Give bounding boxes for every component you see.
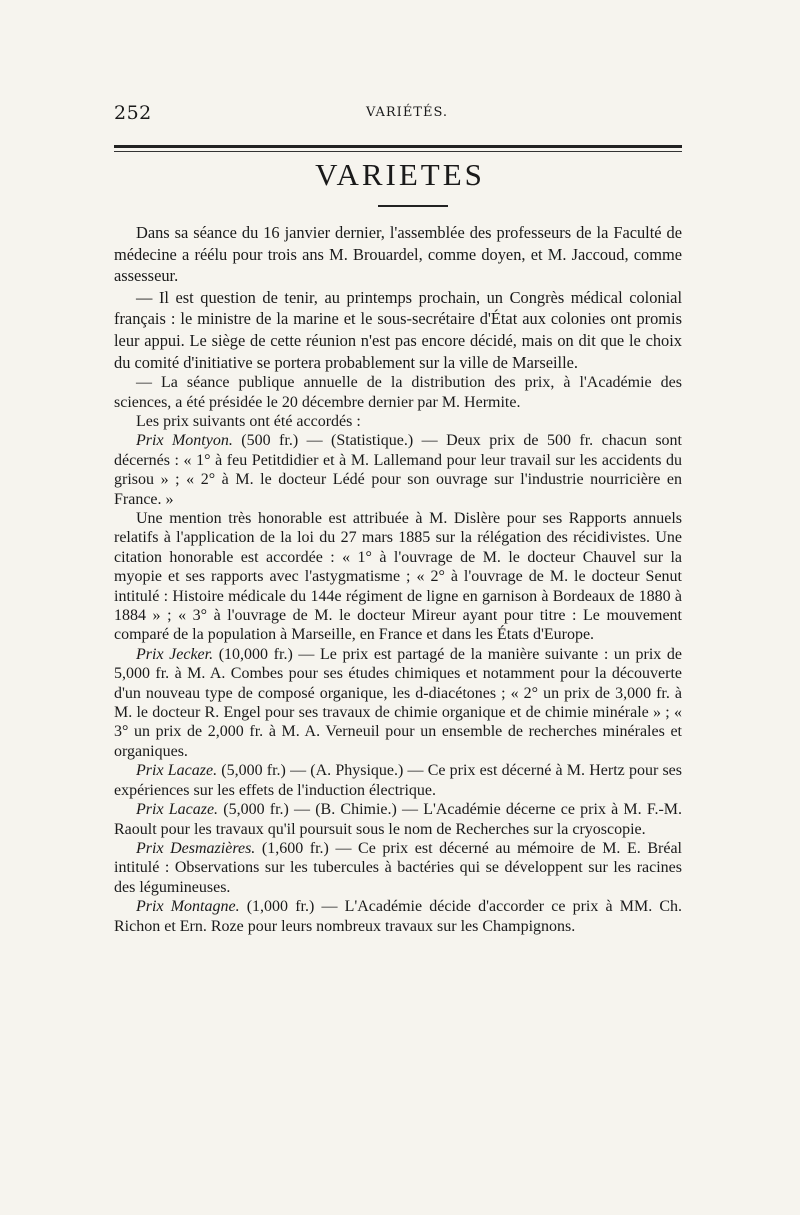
prize-name: Prix Desmazières. <box>136 839 256 857</box>
prize-text: (5,000 fr.) — (B. Chimie.) — L'Académie décerne ce prix à M. F.-M. Raoult pour les travaux qu'il poursuit sous le nom de Recherches sur la cryoscopie. <box>114 801 682 838</box>
prize-name: Prix Jecker. <box>136 645 214 663</box>
article-body <box>114 222 682 936</box>
header-rule-thick <box>114 145 682 148</box>
prize-jecker <box>114 645 682 761</box>
paragraph-academy: — La séance publique annuelle de la distribution des prix, à l'Académie des sciences, a été présidée le 20 décembre dernier par M. Hermite. <box>114 374 682 411</box>
prize-name: Prix Montyon. <box>136 432 233 450</box>
prize-text: (1,600 fr.) — Ce prix est décerné au mémoire de M. E. Bréal intitulé : Observations sur les tubercules à bactéries qui se développent sur les racines des légumineuses. <box>114 839 683 896</box>
prize-text: (5,000 fr.) — (A. Physique.) — Ce prix est décerné à M. Hertz pour ses expériences sur les effets de l'induction électrique. <box>114 762 683 799</box>
prize-text: Une mention très honorable est attribuée à M. Dislère pour ses Rapports annuels relatifs à l'application de la loi du 27 mars 1885 sur la rélégation des récidivistes. Une citation honorable est accordée : « 1° à l'ouvrage de M. le docteur Chauvel sur la myopie et ses rapports avec l'astygmatisme ; « 2° à l'ouvrage de M. le docteur Senut intitulé : Histoire médicale du 144e régiment de ligne en garnison à Bordeaux de 1880 à 1884 » ; « 3° à l'ouvrage de M. le docteur Mireur ayant pour titre : Le mouvement comparé de la population à Marseille, en France et dans les États d'Europe. <box>114 510 682 644</box>
prize-desmazieres <box>114 839 682 897</box>
prize-montyon <box>114 431 682 509</box>
prize-name: Prix Lacaze. <box>136 801 219 819</box>
paragraph-prizes-intro: Les prix suivants ont été accordés : <box>136 412 361 430</box>
page-number: 252 <box>114 102 152 124</box>
prize-text: (10,000 fr.) — Le prix est partagé de la manière suivante : un prix de 5,000 fr. à M. A. Combes pour ses études chimiques et notamment pour la découverte d'un nouveau type de composé organique, les d-diacétones ; « 2° un prix de 3,000 fr. à M. le docteur R. Engel pour ses travaux de chimie organique et de chimie minérale » ; « 3° un prix de 2,000 fr. à M. A. Verneuil pour un ensemble de recherches minérales et organiques. <box>114 645 682 760</box>
running-title: VARIÉTÉS. <box>366 105 449 120</box>
prize-mentions <box>114 509 682 645</box>
section-title: VARIETES <box>315 157 485 192</box>
prize-name: Prix Lacaze. <box>136 762 218 780</box>
prize-text: (1,000 fr.) — L'Académie décide d'accorder ce prix à MM. Ch. Richon et Ern. Roze pour leurs nombreux travaux sur les Champignons. <box>114 898 683 935</box>
title-underline <box>378 205 448 207</box>
prize-name: Prix Montagne. <box>136 898 240 916</box>
header-rule-thin <box>114 151 682 152</box>
prize-montagne <box>114 897 682 936</box>
paragraph-congress: — Il est question de tenir, au printemps prochain, un Congrès médical colonial français : le ministre de la marine et le sous-secrétaire d'État aux colonies ont promis leur appui. Le siège de cette réunion n'est pas encore décidé, mais on dit que le choix du comité d'initiative se portera probablement sur la ville de Marseille. <box>114 287 682 372</box>
prize-lacaze-physique <box>114 761 682 800</box>
paragraph-assembly: Dans sa séance du 16 janvier dernier, l'assemblée des professeurs de la Faculté de médecine a réélu pour trois ans M. Brouardel, comme doyen, et M. Jaccoud, comme assesseur. <box>114 223 682 286</box>
prize-text: (500 fr.) — (Statistique.) — Deux prix de 500 fr. chacun sont décernés : « 1° à feu Petitdidier et à M. Lallemand pour leur travail sur les accidents du grisou » ; « 2° à M. le docteur Lédé pour son ouvrage sur l'industrie nourricière en France. » <box>114 432 683 508</box>
prize-lacaze-chimie <box>114 800 682 839</box>
